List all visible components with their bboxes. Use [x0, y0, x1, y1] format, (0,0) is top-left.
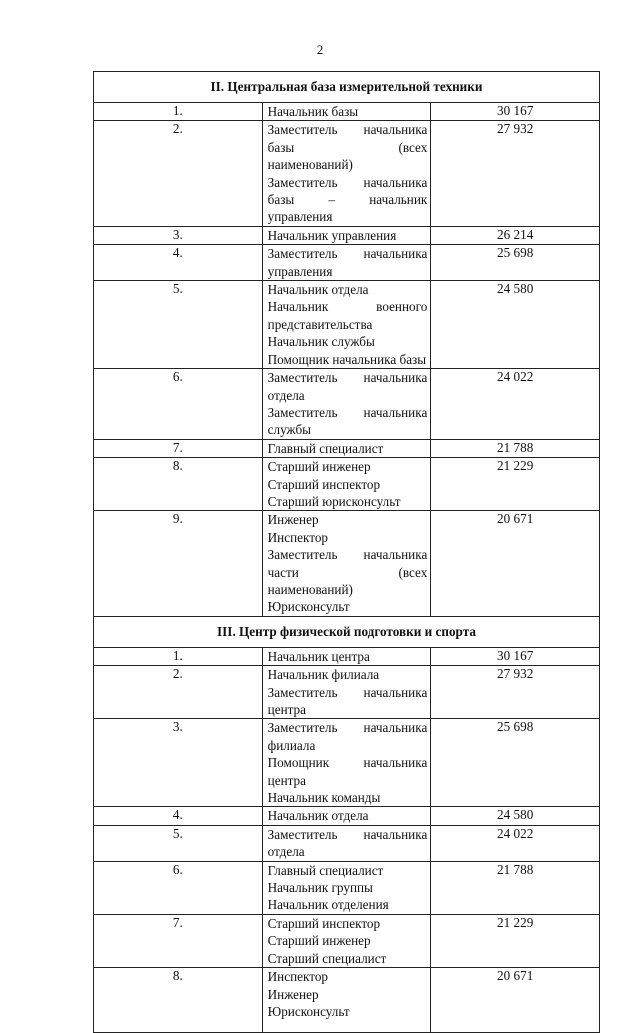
- position-title: Инспектор: [267, 529, 329, 545]
- position-title: Инженер: [267, 512, 319, 528]
- position-title: Заместитель начальника филиала: [267, 720, 428, 753]
- position-title: Старший инженер: [267, 933, 371, 949]
- salary-table: [93, 71, 600, 1033]
- row-number: 4.: [94, 807, 263, 825]
- position-cell: [262, 458, 431, 511]
- position-title: Начальник отдела: [267, 282, 369, 298]
- position-title: Начальник команды: [267, 790, 381, 806]
- position-title: Заместитель начальника отдела: [267, 370, 428, 403]
- row-number: 8.: [94, 968, 263, 1033]
- position-title: Главный специалист: [267, 862, 384, 878]
- position-title: Юрисконсульт: [267, 1003, 350, 1019]
- position-title: Заместитель начальника центра: [267, 684, 428, 717]
- row-number: 2.: [94, 666, 263, 719]
- row-number: 2.: [94, 121, 263, 226]
- salary-value: 24 580: [431, 807, 600, 825]
- position-title: Инспектор: [267, 969, 329, 985]
- position-cell: [262, 666, 431, 719]
- position-title: Начальник управления: [267, 227, 397, 243]
- table-row: [94, 968, 600, 1033]
- position-title: Помощник начальника базы: [267, 351, 427, 367]
- table-row: [94, 666, 600, 719]
- table-row: [94, 647, 600, 665]
- position-cell: [262, 245, 431, 281]
- salary-value: 21 788: [431, 861, 600, 914]
- position-cell: [262, 825, 431, 861]
- table-row: [94, 825, 600, 861]
- table-row: [94, 226, 600, 244]
- position-cell: [262, 914, 431, 967]
- position-title: Заместитель начальника базы – начальник: [267, 174, 428, 208]
- position-title: управления: [267, 209, 333, 225]
- table-row: [94, 914, 600, 967]
- position-title: Начальник отделения: [267, 897, 389, 913]
- row-number: 3.: [94, 719, 263, 807]
- position-cell: [262, 719, 431, 807]
- position-title: Старший специалист: [267, 950, 387, 966]
- section-header-row: [94, 72, 600, 103]
- section-title: II. Центральная база измерительной техники: [94, 72, 600, 103]
- position-title: Заместитель начальника базы (всех: [267, 122, 428, 155]
- position-title: Помощник начальника центра: [267, 755, 428, 788]
- position-cell: [262, 226, 431, 244]
- table-row: [94, 245, 600, 281]
- row-number: 9.: [94, 511, 263, 616]
- row-number: 7.: [94, 439, 263, 457]
- table-row: [94, 439, 600, 457]
- position-title: Начальник группы: [267, 880, 373, 896]
- position-title: Юрисконсульт: [267, 599, 350, 615]
- salary-value: 25 698: [431, 245, 600, 281]
- position-title: Инженер: [267, 986, 319, 1002]
- salary-value: 25 698: [431, 719, 600, 807]
- salary-value: 21 229: [431, 458, 600, 511]
- position-title: Начальник военного представительства: [267, 299, 428, 332]
- page-number: 2: [316, 42, 324, 57]
- row-number: 1.: [94, 647, 263, 665]
- position-title: наименований): [267, 157, 353, 173]
- salary-value: 24 580: [431, 281, 600, 369]
- position-cell: [262, 369, 431, 440]
- position-title: Заместитель начальника управления: [267, 246, 428, 279]
- position-title: Заместитель начальника отдела: [267, 826, 428, 860]
- position-title: Начальник филиала: [267, 667, 380, 683]
- position-title: Начальник базы: [267, 104, 359, 119]
- salary-value: 30 167: [431, 103, 600, 121]
- position-cell: [262, 511, 431, 616]
- position-title: Заместитель начальника части (всех: [267, 547, 428, 580]
- row-number: 7.: [94, 914, 263, 967]
- position-title: Главный специалист: [267, 440, 384, 456]
- salary-value: 21 788: [431, 439, 600, 457]
- position-title: Начальник центра: [267, 648, 370, 664]
- position-title: Начальник отдела: [267, 808, 369, 824]
- position-title: Старший юрисконсульт: [267, 493, 401, 509]
- salary-value: 20 671: [431, 511, 600, 616]
- salary-value: 21 229: [431, 914, 600, 967]
- row-number: 6.: [94, 861, 263, 914]
- position-cell: [262, 439, 431, 457]
- blank-space: [268, 1020, 428, 1032]
- position-cell: [262, 281, 431, 369]
- table-row: [94, 121, 600, 226]
- position-title: наименований): [267, 581, 353, 597]
- salary-value: 30 167: [431, 647, 600, 665]
- row-number: 5.: [94, 825, 263, 861]
- salary-value: 27 932: [431, 121, 600, 226]
- table-body: [94, 72, 600, 1033]
- salary-value: 26 214: [431, 226, 600, 244]
- row-number: 5.: [94, 281, 263, 369]
- position-cell: [262, 121, 431, 226]
- row-number: 4.: [94, 245, 263, 281]
- table-row: [94, 281, 600, 369]
- salary-value: 24 022: [431, 825, 600, 861]
- table-row: [94, 458, 600, 511]
- position-title: Начальник службы: [267, 334, 375, 350]
- salary-value: 20 671: [431, 968, 600, 1033]
- table-row: [94, 369, 600, 440]
- position-cell: [262, 968, 431, 1033]
- row-number: 8.: [94, 458, 263, 511]
- section-title: III. Центр физической подготовки и спорта: [94, 616, 600, 647]
- position-title: Старший инспектор: [267, 915, 381, 931]
- salary-value: 24 022: [431, 369, 600, 440]
- position-cell: [262, 807, 431, 825]
- position-title: Заместитель начальника службы: [267, 404, 428, 438]
- position-cell: [262, 103, 431, 121]
- row-number: 1.: [94, 103, 263, 121]
- table-row: [94, 511, 600, 616]
- position-cell: [262, 647, 431, 665]
- position-cell: [262, 861, 431, 914]
- table-row: [94, 807, 600, 825]
- section-header-row: [94, 616, 600, 647]
- row-number: 6.: [94, 369, 263, 440]
- table-row: [94, 861, 600, 914]
- table-row: [94, 719, 600, 807]
- table-row: [94, 103, 600, 121]
- row-number: 3.: [94, 226, 263, 244]
- position-title: Старший инспектор: [267, 476, 381, 492]
- salary-value: 27 932: [431, 666, 600, 719]
- position-title: Старший инженер: [267, 459, 371, 475]
